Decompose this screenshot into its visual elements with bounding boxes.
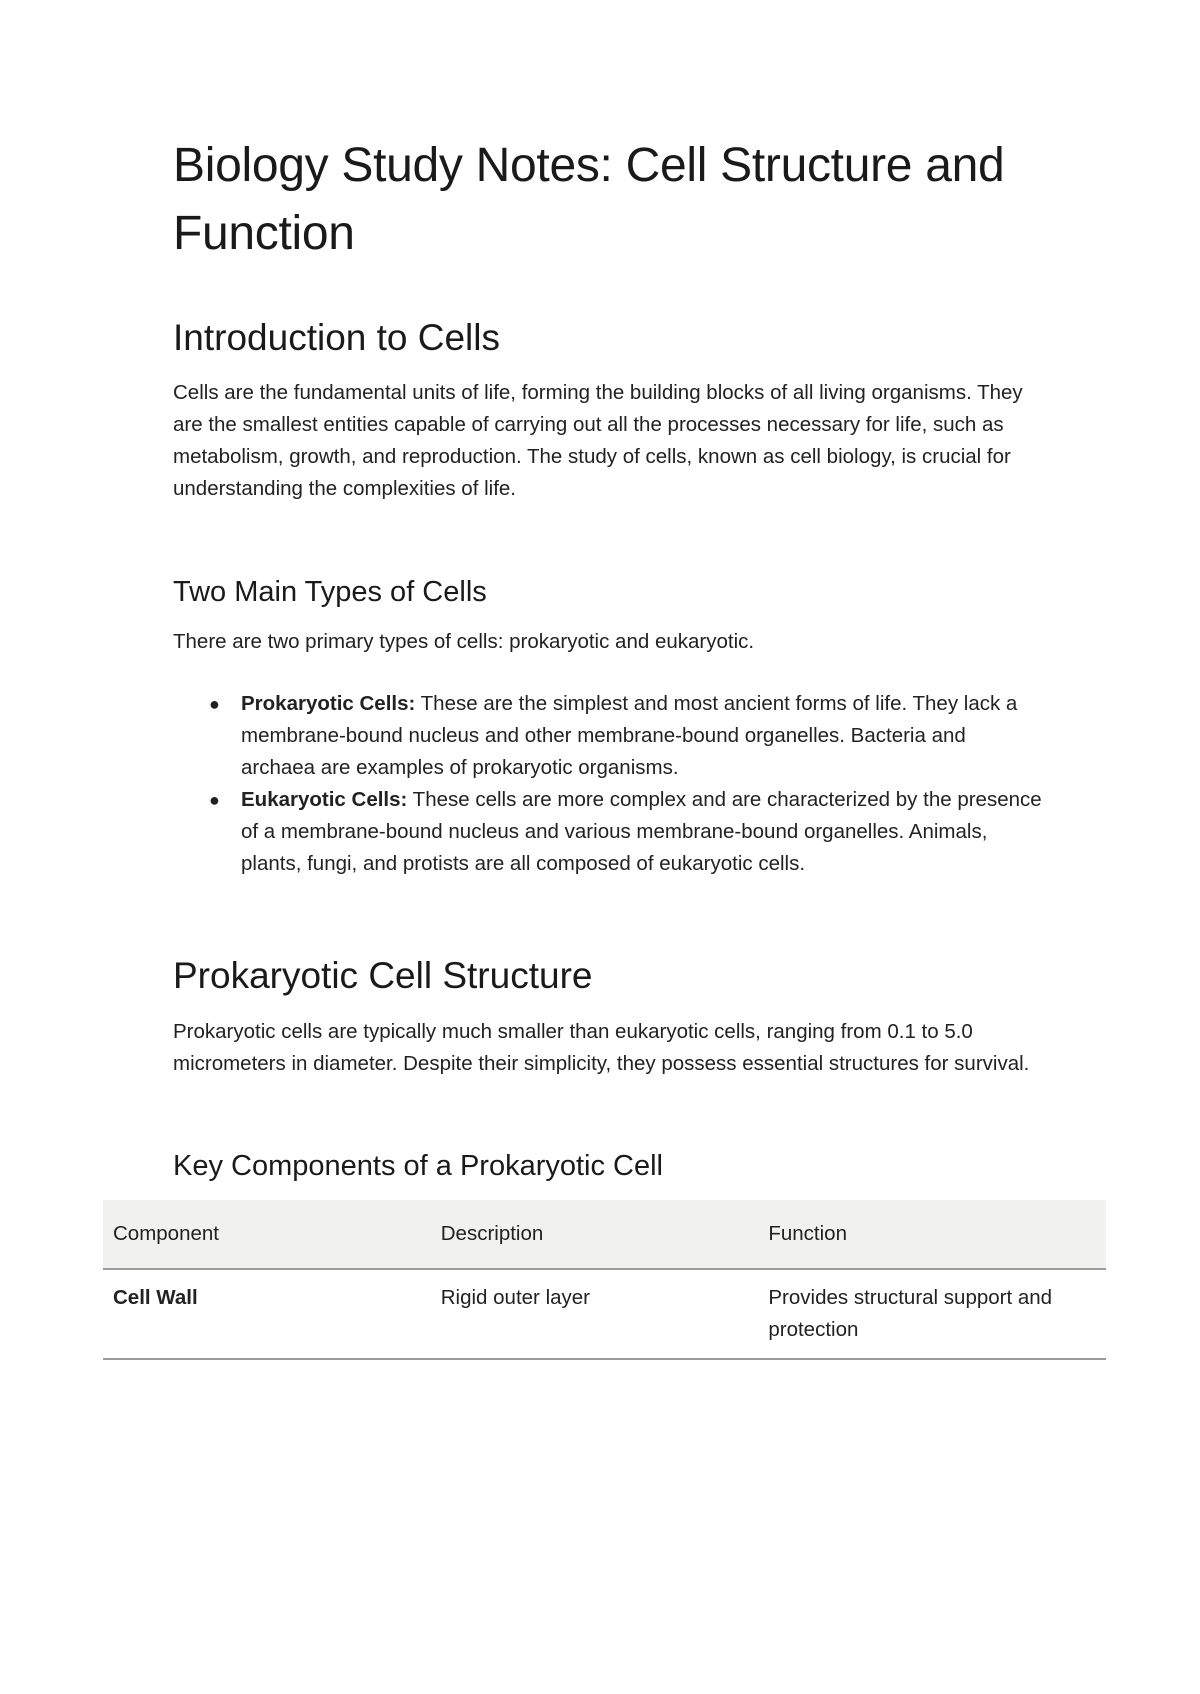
page-title: Biology Study Notes: Cell Structure and Function [173, 139, 1005, 260]
list-item-term: Prokaryotic Cells: [241, 692, 416, 715]
table-cell-component: Cell Wall [103, 1269, 431, 1359]
intro-paragraph: Cells are the fundamental units of life, forming the building blocks of all living organisms. They are the smallest entities capable of carrying out all the processes necessary for life, such as metabolism, growth, and reproduction. The study of cells, known as cell biology, is crucial for understanding the complexities of life. [173, 381, 1023, 500]
types-paragraph: There are two primary types of cells: prokaryotic and eukaryotic. [173, 630, 755, 653]
prokaryotic-paragraph: Prokaryotic cells are typically much smaller than eukaryotic cells, ranging from 0.1 to 5.0 micrometers in diameter. Despite their simplicity, they possess essential structures for survival. [173, 1020, 1030, 1075]
list-item-text: These are the simplest and most ancient forms of life. They lack a membrane-bound nucleus and other membrane-bound organelles. Bacteria and archaea are examples of prokaryotic organisms. [241, 692, 1018, 779]
components-table [103, 1200, 1106, 1360]
section-heading-types: Two Main Types of Cells [173, 576, 487, 608]
table-cell-description: Rigid outer layer [431, 1269, 759, 1359]
list-item [173, 688, 1043, 784]
section-heading-components: Key Components of a Prokaryotic Cell [173, 1150, 663, 1182]
table-header-row [103, 1200, 1106, 1269]
table-cell-function: Provides structural support and protection [758, 1269, 1106, 1359]
cell-types-list [173, 688, 1043, 880]
bullet-icon: ● [209, 790, 220, 810]
bullet-icon: ● [209, 694, 220, 714]
list-item-text: These cells are more complex and are characterized by the presence of a membrane-bound nucleus and various membrane-bound organelles. Animals, plants, fungi, and protists are all composed of eukaryotic cells. [241, 788, 1042, 875]
column-header-description: Description [431, 1200, 759, 1269]
column-header-component: Component [103, 1200, 431, 1269]
list-item [173, 784, 1043, 880]
table-row [103, 1269, 1106, 1359]
section-heading-prokaryotic: Prokaryotic Cell Structure [173, 955, 593, 996]
section-heading-intro: Introduction to Cells [173, 317, 501, 358]
list-item-term: Eukaryotic Cells: [241, 788, 408, 811]
column-header-function: Function [758, 1200, 1106, 1269]
